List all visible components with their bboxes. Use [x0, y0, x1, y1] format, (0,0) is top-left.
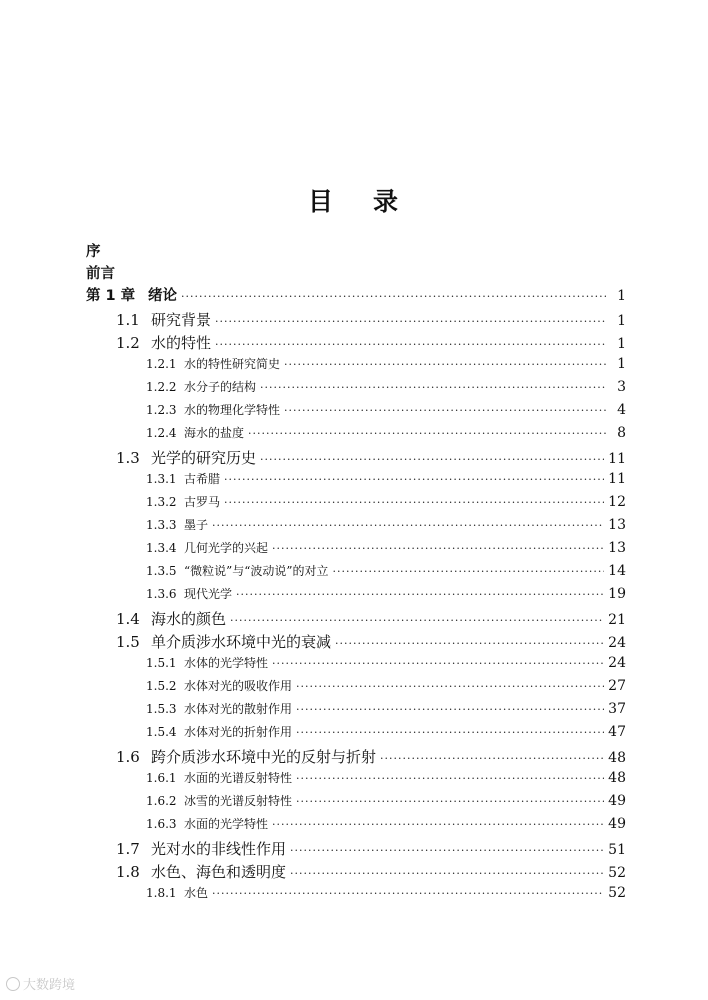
toc-label: 水体对光的折射作用 [184, 725, 293, 739]
toc-entry-sub[interactable] [86, 815, 626, 838]
toc-number: 1.3.4 [146, 541, 177, 555]
toc-label: 绪论 [148, 288, 177, 304]
toc-number: 1.6.2 [146, 794, 177, 808]
toc-number: 1.5.1 [146, 656, 177, 670]
toc-entry-sub[interactable] [86, 723, 626, 746]
toc-leader-dots [290, 867, 604, 880]
toc-page-number: 21 [608, 612, 626, 628]
toc-page-number: 51 [608, 842, 626, 858]
toc-entry-sub[interactable] [86, 424, 626, 447]
toc-page-number: 49 [608, 793, 626, 809]
toc-leader-dots [272, 818, 604, 831]
toc-label: “微粒说”与“波动说”的对立 [184, 564, 329, 578]
toc-label: 海水的颜色 [151, 610, 227, 628]
toc-number: 1.3.5 [146, 564, 177, 578]
toc-leader-dots [212, 519, 604, 532]
toc-leader-dots [215, 338, 606, 351]
toc-page-number: 47 [608, 724, 626, 740]
toc-label: 水的特性 [151, 334, 212, 352]
toc-page-number: 48 [608, 770, 626, 786]
toc-number: 1.3.3 [146, 518, 177, 532]
toc-label: 墨子 [184, 518, 209, 532]
toc-entry-sec[interactable] [86, 861, 626, 884]
watermark [6, 974, 75, 993]
toc-label: 单介质涉水环境中光的衰减 [151, 633, 332, 651]
toc-page-number: 1 [617, 356, 626, 372]
toc-number: 1.2.3 [146, 403, 177, 417]
toc-number: 1.3.2 [146, 495, 177, 509]
toc-leader-dots [335, 637, 604, 650]
toc-number: 1.5 [116, 633, 140, 651]
toc-leader-dots [248, 427, 606, 440]
toc-page-number: 52 [608, 885, 626, 901]
toc-leader-dots [296, 703, 604, 716]
toc-number: 1.8.1 [146, 886, 177, 900]
toc-leader-dots [296, 772, 604, 785]
toc-entry-sub[interactable] [86, 493, 626, 516]
toc-leader-dots [296, 680, 604, 693]
toc-number: 1.5.2 [146, 679, 177, 693]
toc-entry-sub[interactable] [86, 401, 626, 424]
toc-entry-sub[interactable] [86, 700, 626, 723]
toc-page-number: 11 [608, 471, 626, 487]
toc-leader-dots [224, 473, 604, 486]
page-title [0, 182, 708, 218]
toc-leader-dots [224, 496, 604, 509]
toc-page-number: 1 [617, 288, 626, 304]
toc-page-number: 24 [608, 655, 626, 671]
toc-label: 现代光学 [184, 587, 233, 601]
title-char-left: 目 [307, 187, 335, 216]
watermark-text: 大数跨境 [23, 978, 76, 993]
toc-entry-sub[interactable] [86, 470, 626, 493]
toc-leader-dots [284, 404, 606, 417]
toc-label: 水分子的结构 [184, 380, 257, 394]
toc-label: 水的特性研究简史 [184, 357, 281, 371]
toc-number: 1.5.3 [146, 702, 177, 716]
toc-page-number: 49 [608, 816, 626, 832]
toc-page-number: 8 [617, 425, 626, 441]
logo-circle-icon [6, 977, 20, 991]
toc-entry-sec[interactable] [86, 746, 626, 769]
toc-entry-chapter[interactable] [86, 284, 626, 309]
toc-entry-sec[interactable] [86, 631, 626, 654]
toc-number: 1.2 [116, 334, 140, 352]
toc-number: 1.7 [116, 840, 140, 858]
toc-label: 几何光学的兴起 [184, 541, 269, 555]
toc-page-number: 4 [617, 402, 626, 418]
toc-entry-sub[interactable] [86, 585, 626, 608]
toc-label: 序 [86, 244, 101, 260]
toc-label: 古罗马 [184, 495, 221, 509]
toc-entry-sub[interactable] [86, 884, 626, 907]
toc-entry-sub[interactable] [86, 769, 626, 792]
toc-number: 1.4 [116, 610, 140, 628]
toc-entry-sub[interactable] [86, 378, 626, 401]
toc-label: 水体对光的吸收作用 [184, 679, 293, 693]
toc-label: 研究背景 [151, 311, 212, 329]
toc-entry-sec[interactable] [86, 309, 626, 332]
toc-leader-dots [260, 453, 604, 466]
toc-leader-dots [272, 657, 604, 670]
toc-entry-sec[interactable] [86, 332, 626, 355]
toc-label: 跨介质涉水环境中光的反射与折射 [151, 748, 377, 766]
toc-page-number: 48 [608, 750, 626, 766]
toc-leader-dots [380, 752, 604, 765]
toc-page-number: 14 [608, 563, 626, 579]
toc-number: 1.6 [116, 748, 140, 766]
toc-number: 1.5.4 [146, 725, 177, 739]
toc-label: 水体对光的散射作用 [184, 702, 293, 716]
toc-leader-dots [260, 381, 606, 394]
toc-entry-sub[interactable] [86, 792, 626, 815]
toc-label: 光对水的非线性作用 [151, 840, 287, 858]
toc-leader-dots [272, 542, 604, 555]
toc-leader-dots [236, 588, 604, 601]
toc-page-number: 13 [608, 517, 626, 533]
table-of-contents [86, 240, 626, 907]
toc-number: 1.8 [116, 863, 140, 881]
toc-entry-sub[interactable] [86, 516, 626, 539]
toc-leader-dots [290, 844, 604, 857]
toc-label: 前言 [86, 266, 115, 282]
toc-page-number: 37 [608, 701, 626, 717]
toc-number: 1.1 [116, 311, 140, 329]
toc-number: 第 1 章 [86, 288, 136, 304]
toc-label: 水面的光学特性 [184, 817, 269, 831]
toc-label: 水的物理化学特性 [184, 403, 281, 417]
toc-page-number: 13 [608, 540, 626, 556]
toc-page-number: 1 [617, 336, 626, 352]
toc-leader-dots [296, 726, 604, 739]
toc-page-number: 27 [608, 678, 626, 694]
toc-number: 1.3.1 [146, 472, 177, 486]
toc-number: 1.2.2 [146, 380, 177, 394]
toc-entry-sub[interactable] [86, 562, 626, 585]
toc-number: 1.3.6 [146, 587, 177, 601]
title-char-right: 录 [373, 187, 401, 216]
toc-leader-dots [212, 887, 604, 900]
toc-entry-sub[interactable] [86, 654, 626, 677]
toc-number: 1.3 [116, 449, 140, 467]
toc-leader-dots [230, 614, 604, 627]
toc-front-preface[interactable] [86, 240, 626, 262]
toc-page-number: 52 [608, 865, 626, 881]
toc-leader-dots [181, 290, 606, 303]
toc-leader-dots [215, 315, 606, 328]
toc-number: 1.2.4 [146, 426, 177, 440]
toc-leader-dots [284, 358, 606, 371]
toc-page-number: 1 [617, 313, 626, 329]
toc-label: 水色、海色和透明度 [151, 863, 287, 881]
toc-entry-sub[interactable] [86, 355, 626, 378]
toc-label: 水面的光谱反射特性 [184, 771, 293, 785]
toc-label: 古希腊 [184, 472, 221, 486]
toc-front-foreword[interactable] [86, 262, 626, 284]
toc-entry-sub[interactable] [86, 539, 626, 562]
toc-label: 冰雪的光谱反射特性 [184, 794, 293, 808]
toc-page-number: 12 [608, 494, 626, 510]
toc-page-number: 19 [608, 586, 626, 602]
toc-entry-sub[interactable] [86, 677, 626, 700]
toc-number: 1.6.1 [146, 771, 177, 785]
toc-entry-sec[interactable] [86, 447, 626, 470]
toc-number: 1.6.3 [146, 817, 177, 831]
toc-page-number: 3 [617, 379, 626, 395]
toc-label: 水色 [184, 886, 209, 900]
toc-entry-sec[interactable] [86, 838, 626, 861]
toc-page-number: 24 [608, 635, 626, 651]
toc-number: 1.2.1 [146, 357, 177, 371]
toc-label: 光学的研究历史 [151, 449, 257, 467]
toc-label: 海水的盐度 [184, 426, 245, 440]
toc-entry-sec[interactable] [86, 608, 626, 631]
toc-page-number: 11 [608, 451, 626, 467]
toc-label: 水体的光学特性 [184, 656, 269, 670]
toc-leader-dots [296, 795, 604, 808]
toc-leader-dots [333, 565, 605, 578]
